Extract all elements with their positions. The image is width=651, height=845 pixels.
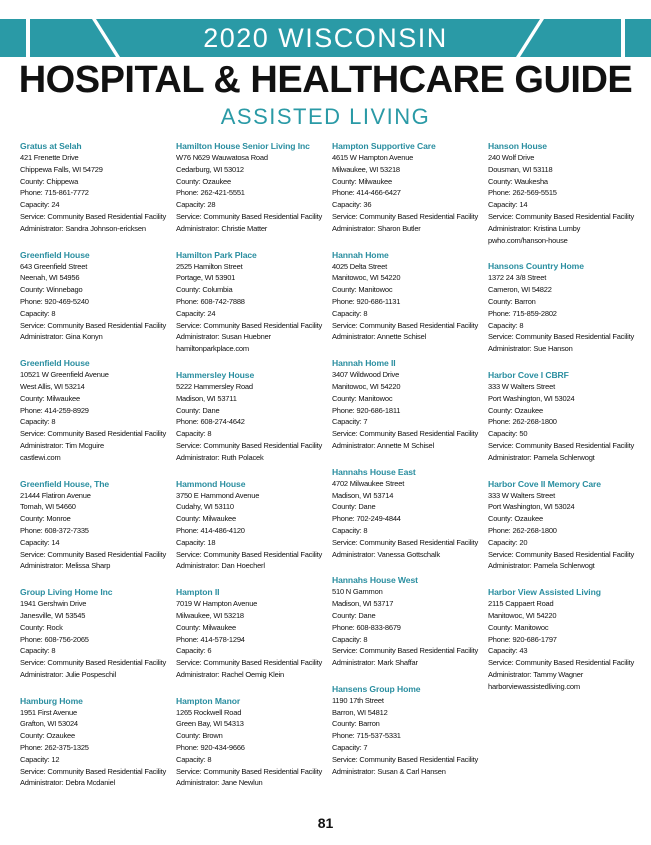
facility-detail-line: Cudahy, WI 53110 — [176, 502, 234, 512]
facility-detail-line: Service: Community Based Residential Facility — [488, 549, 635, 559]
facility-detail-line: Capacity: 8 — [20, 646, 56, 656]
facility-detail-line: 5222 Hammersley Road — [176, 381, 253, 391]
facility-detail-line: County: Manitowoc — [332, 285, 393, 295]
facility-detail-line: Service: Community Based Residential Facility — [332, 754, 479, 764]
facility-detail-line: County: Milwaukee — [176, 514, 236, 524]
facility-detail-line: 10521 W Greenfield Avenue — [20, 370, 109, 380]
facility-detail-line: County: Brown — [176, 731, 223, 741]
facility-detail-line: Phone: 920-686-1131 — [332, 296, 401, 306]
facility-detail-line: Administrator: Susan & Carl Hansen — [332, 766, 446, 776]
facility-name: Hannah Home — [332, 249, 389, 260]
facility-detail-line: Phone: 262-569-5515 — [488, 188, 557, 198]
facility-detail-line: Service: Community Based Residential Facility — [176, 766, 323, 776]
facility-detail-line: Administrator: Kristina Lumby — [488, 223, 581, 233]
facility-name: Hampton II — [176, 587, 220, 598]
facility-detail-line: County: Rock — [20, 622, 63, 632]
facility-detail-line: Capacity: 8 — [20, 417, 56, 427]
facility-detail-line: Dousman, WI 53118 — [488, 164, 553, 174]
facility-detail-line: Administrator: Ruth Polacek — [176, 452, 264, 462]
facility-detail-line: 3407 Wildwood Drive — [332, 370, 400, 380]
facility-detail-line: 3750 E Hammond Avenue — [176, 490, 260, 500]
facility-detail-line: Service: Community Based Residential Facility — [176, 320, 323, 330]
facility-detail-line: Phone: 262-268-1800 — [488, 525, 557, 535]
facility-detail-line: Service: Community Based Residential Facility — [20, 549, 167, 559]
facility-detail-line: Service: Community Based Residential Facility — [488, 658, 635, 668]
facility-detail-line: 643 Greenfield Street — [20, 261, 88, 271]
facility-detail-line: County: Ozaukee — [20, 731, 75, 741]
facility-detail-line: Phone: 262-421-5551 — [176, 188, 245, 198]
facility-detail-line: Administrator: Susan Huebner — [176, 332, 271, 342]
facility-detail-line: Service: Community Based Residential Facility — [20, 658, 167, 668]
facility-detail-line: W76 N629 Wauwatosa Road — [176, 153, 268, 162]
listing-entry — [332, 249, 482, 344]
facility-detail-line: Phone: 414-486-4120 — [176, 525, 245, 535]
facility-detail-line: Cameron, WI 54822 — [488, 285, 552, 295]
facility-detail-line: Cedarburg, WI 53012 — [176, 164, 244, 174]
facility-detail-line: Service: Community Based Residential Facility — [332, 211, 479, 221]
facility-detail-line: Administrator: Annette M Schisel — [332, 440, 434, 450]
facility-detail-line: Service: Community Based Residential Facility — [20, 766, 167, 776]
facility-detail-line: 333 W Walters Street — [488, 490, 555, 500]
facility-name: Hammersley House — [176, 369, 255, 380]
facility-detail-line: County: Ozaukee — [488, 514, 543, 524]
facility-detail-line: 421 Frenette Drive — [20, 153, 79, 162]
facility-detail-line: Administrator: Sharon Butler — [332, 223, 421, 233]
facility-detail-line: Capacity: 8 — [332, 525, 368, 535]
facility-detail-line: Milwaukee, WI 53218 — [332, 164, 400, 174]
facility-detail-line: Capacity: 50 — [488, 429, 528, 439]
facility-detail-line: Phone: 262-268-1800 — [488, 417, 557, 427]
facility-name: Harbor Cove I CBRF — [488, 369, 569, 380]
facility-name: Greenfield House — [20, 358, 90, 369]
facility-name: Hannahs House West — [332, 575, 418, 586]
column-4 — [488, 140, 638, 706]
facility-detail-line: Service: Community Based Residential Facility — [332, 429, 479, 439]
facility-detail-line: County: Milwaukee — [176, 622, 236, 632]
facility-detail-line: 4025 Delta Street — [332, 261, 387, 271]
facility-detail-line: Portage, WI 53901 — [176, 273, 236, 283]
facility-detail-line: Capacity: 8 — [332, 308, 368, 318]
facility-detail-line: County: Columbia — [176, 285, 233, 295]
facility-detail-line: Phone: 920-469-5240 — [20, 296, 89, 306]
facility-name: Hampton Manor — [176, 695, 241, 706]
facility-detail-line: Madison, WI 53714 — [332, 490, 394, 500]
facility-detail-line: 333 W Walters Street — [488, 381, 555, 391]
facility-name: Hansons Country Home — [488, 261, 584, 272]
listing-entry — [176, 695, 326, 790]
facility-detail-line: Administrator: Dan Hoecherl — [176, 561, 265, 571]
facility-detail-line: Phone: 414-259-8929 — [20, 405, 89, 415]
facility-detail-line: Chippewa Falls, WI 54729 — [20, 164, 103, 174]
listing-entry — [488, 140, 638, 246]
facility-detail-line: Administrator: Sue Hanson — [488, 344, 573, 354]
facility-detail-line: County: Monroe — [20, 514, 71, 524]
facility-detail-line: Capacity: 12 — [20, 754, 60, 764]
facility-detail-line: County: Waukesha — [488, 176, 548, 186]
facility-detail-line: Service: Community Based Residential Facility — [488, 332, 635, 342]
page-number: 81 — [317, 815, 334, 831]
facility-name: Hammond House — [176, 478, 246, 489]
facility-detail-line: Service: Community Based Residential Facility — [176, 658, 323, 668]
facility-name: Group Living Home Inc — [20, 587, 113, 598]
facility-detail-line: Barron, WI 54812 — [332, 707, 388, 717]
facility-detail-line: Capacity: 20 — [488, 537, 528, 547]
facility-detail-line: Manitowoc, WI 54220 — [332, 273, 401, 283]
facility-detail-line: Phone: 262-375-1325 — [20, 743, 89, 753]
banner-text: 2020 WISCONSIN — [203, 23, 448, 53]
facility-detail-line: Madison, WI 53711 — [176, 393, 237, 403]
facility-detail-line: County: Milwaukee — [332, 176, 392, 186]
facility-detail-line: Phone: 608-833-8679 — [332, 622, 401, 632]
facility-detail-line: County: Barron — [332, 719, 380, 729]
facility-detail-line: 1941 Gershwin Drive — [20, 599, 87, 609]
facility-detail-line: 1265 Rockwell Road — [176, 707, 242, 717]
facility-detail-line: Administrator: Tim Mcguire — [20, 440, 104, 450]
facility-detail-line: Service: Community Based Residential Facility — [176, 211, 323, 221]
facility-detail-line: Service: Community Based Residential Facility — [488, 440, 635, 450]
facility-detail-line: Phone: 608-742-7888 — [176, 296, 245, 306]
facility-detail-line: Madison, WI 53717 — [332, 599, 394, 609]
facility-website-link[interactable]: harborviewassistedliving.com — [488, 681, 580, 691]
facility-detail-line: 2115 Cappaert Road — [488, 599, 554, 609]
listing-entry — [20, 478, 170, 573]
facility-detail-line: Administrator: Mark Shaffar — [332, 658, 418, 668]
facility-name: Harbor View Assisted Living — [488, 587, 601, 598]
page-title: HOSPITAL & HEALTHCARE GUIDE — [18, 59, 633, 101]
listing-entry — [332, 140, 482, 235]
facility-detail-line: Administrator: Gina Konyn — [20, 332, 103, 342]
facility-detail-line: Administrator: Pamela Schlerwogt — [488, 452, 595, 462]
listing-entry — [20, 357, 170, 463]
facility-detail-line: Administrator: Annette Schisel — [332, 332, 427, 342]
column-1 — [20, 140, 170, 803]
facility-name: Harbor Cove II Memory Care — [488, 478, 601, 489]
facility-detail-line: Phone: 920-686-1811 — [332, 405, 401, 415]
listing-entry — [488, 586, 638, 692]
facility-detail-line: Manitowoc, WI 54220 — [332, 381, 401, 391]
facility-detail-line: Phone: 920-686-1797 — [488, 634, 557, 644]
facility-website-link[interactable]: castlewi.com — [20, 452, 61, 462]
facility-detail-line: Service: Community Based Residential Facility — [176, 549, 323, 559]
facility-detail-line: Capacity: 7 — [332, 743, 368, 753]
facility-detail-line: Capacity: 36 — [332, 200, 372, 210]
title-banner — [0, 19, 651, 57]
column-2 — [176, 140, 326, 803]
facility-detail-line: County: Ozaukee — [176, 176, 231, 186]
facility-detail-line: 21444 Flatiron Avenue — [20, 490, 91, 500]
facility-detail-line: 4615 W Hampton Avenue — [332, 153, 414, 162]
listing-entry — [20, 249, 170, 344]
facility-detail-line: Administrator: Julie Pospeschil — [20, 669, 116, 679]
facility-detail-line: Phone: 715-859-2802 — [488, 308, 557, 318]
facility-detail-line: 4702 Milwaukee Street — [332, 478, 405, 488]
listing-entry — [488, 369, 638, 464]
facility-detail-line: Service: Community Based Residential Facility — [332, 537, 479, 547]
listing-columns — [20, 140, 645, 800]
facility-detail-line: 240 Wolf Drive — [488, 153, 535, 162]
facility-detail-line: Administrator: Sandra Johnson-ericksen — [20, 223, 146, 233]
facility-detail-line: Neenah, WI 54956 — [20, 273, 80, 283]
facility-name: Hannahs House East — [332, 466, 416, 477]
facility-detail-line: Tomah, WI 54660 — [20, 502, 76, 512]
facility-detail-line: Administrator: Pamela Schlerwogt — [488, 561, 595, 571]
facility-detail-line: Administrator: Tammy Wagner — [488, 669, 584, 679]
facility-website-link[interactable]: pwho.com/hanson-house — [488, 235, 568, 245]
facility-detail-line: 2525 Hamilton Street — [176, 261, 243, 271]
listing-entry — [176, 369, 326, 464]
facility-detail-line: Capacity: 28 — [176, 200, 216, 210]
facility-detail-line: 7019 W Hampton Avenue — [176, 599, 258, 609]
facility-detail-line: Service: Community Based Residential Facility — [20, 211, 167, 221]
listing-entry — [488, 478, 638, 573]
listing-entry — [332, 357, 482, 452]
facility-detail-line: County: Milwaukee — [20, 393, 80, 403]
facility-name: Hanson House — [488, 141, 547, 151]
facility-detail-line: Phone: 715-537-5331 — [332, 731, 401, 741]
facility-detail-line: County: Ozaukee — [488, 405, 543, 415]
facility-name: Hampton Supportive Care — [332, 141, 436, 151]
facility-detail-line: County: Manitowoc — [488, 622, 549, 632]
facility-detail-line: County: Manitowoc — [332, 393, 393, 403]
facility-detail-line: Service: Community Based Residential Facility — [20, 320, 167, 330]
facility-detail-line: County: Barron — [488, 296, 536, 306]
facility-detail-line: Phone: 715-861-7772 — [20, 188, 89, 198]
listing-entry — [20, 586, 170, 681]
facility-detail-line: 510 N Gammon — [332, 587, 383, 597]
listing-entry — [20, 140, 170, 235]
listing-entry — [332, 466, 482, 561]
facility-detail-line: Capacity: 18 — [176, 537, 216, 547]
facility-website-link[interactable]: hamiltonparkplace.com — [176, 344, 249, 354]
facility-detail-line: Manitowoc, WI 54220 — [488, 610, 557, 620]
facility-detail-line: Service: Community Based Residential Facility — [176, 440, 323, 450]
facility-name: Hamilton Park Place — [176, 249, 257, 260]
facility-detail-line: Administrator: Debra Mcdaniel — [20, 778, 116, 788]
facility-detail-line: Phone: 608-274-4642 — [176, 417, 245, 427]
facility-detail-line: Capacity: 8 — [176, 754, 212, 764]
facility-name: Gratus at Selah — [20, 141, 82, 151]
facility-name: Greenfield House, The — [20, 478, 110, 489]
facility-detail-line: Service: Community Based Residential Facility — [488, 211, 635, 221]
facility-detail-line: Administrator: Jane Newlun — [176, 778, 263, 788]
facility-detail-line: Administrator: Melissa Sharp — [20, 561, 111, 571]
facility-detail-line: County: Dane — [332, 502, 376, 512]
facility-detail-line: Phone: 608-372-7335 — [20, 525, 89, 535]
facility-detail-line: County: Chippewa — [20, 176, 79, 186]
facility-detail-line: Green Bay, WI 54313 — [176, 719, 244, 729]
facility-detail-line: Service: Community Based Residential Facility — [332, 320, 479, 330]
facility-detail-line: Phone: 414-578-1294 — [176, 634, 245, 644]
facility-detail-line: County: Dane — [332, 610, 376, 620]
listing-entry — [176, 249, 326, 355]
facility-detail-line: Capacity: 6 — [176, 646, 212, 656]
facility-detail-line: Capacity: 24 — [176, 308, 216, 318]
facility-detail-line: Capacity: 7 — [332, 417, 368, 427]
column-3 — [332, 140, 482, 791]
facility-detail-line: West Allis, WI 53214 — [20, 381, 85, 391]
facility-detail-line: Capacity: 14 — [488, 200, 528, 210]
listing-entry — [176, 586, 326, 681]
facility-name: Hamilton House Senior Living Inc — [176, 141, 310, 151]
facility-detail-line: Phone: 702-249-4844 — [332, 514, 401, 524]
facility-detail-line: Capacity: 8 — [488, 320, 524, 330]
facility-detail-line: County: Dane — [176, 405, 220, 415]
facility-detail-line: County: Winnebago — [20, 285, 83, 295]
facility-detail-line: Phone: 414-466-6427 — [332, 188, 401, 198]
facility-name: Hansens Group Home — [332, 683, 421, 694]
listing-entry — [332, 683, 482, 778]
facility-detail-line: Service: Community Based Residential Facility — [20, 429, 167, 439]
facility-name: Hamburg Home — [20, 695, 83, 706]
facility-detail-line: Administrator: Vanessa Gottschalk — [332, 549, 440, 559]
facility-detail-line: Service: Community Based Residential Facility — [332, 646, 479, 656]
facility-detail-line: Administrator: Rachel Oemig Klein — [176, 669, 285, 679]
listing-entry — [20, 695, 170, 790]
facility-detail-line: Janesville, WI 53545 — [20, 610, 86, 620]
facility-name: Greenfield House — [20, 249, 90, 260]
facility-detail-line: Capacity: 8 — [176, 429, 212, 439]
facility-detail-line: Capacity: 24 — [20, 200, 60, 210]
facility-detail-line: 1372 24 3/8 Street — [488, 273, 547, 283]
listing-entry — [488, 260, 638, 355]
facility-detail-line: Port Washington, WI 53024 — [488, 393, 575, 403]
facility-detail-line: Phone: 920-434-9666 — [176, 743, 245, 753]
facility-detail-line: Capacity: 43 — [488, 646, 528, 656]
facility-detail-line: Grafton, WI 53024 — [20, 719, 78, 729]
facility-detail-line: 1190 17th Street — [332, 695, 384, 705]
listing-entry — [176, 478, 326, 573]
listing-entry — [332, 574, 482, 669]
facility-detail-line: 1951 First Avenue — [20, 707, 77, 717]
facility-detail-line: Administrator: Christie Matter — [176, 223, 268, 233]
facility-detail-line: Capacity: 8 — [332, 634, 368, 644]
facility-detail-line: Milwaukee, WI 53218 — [176, 610, 244, 620]
facility-detail-line: Port Washington, WI 53024 — [488, 502, 575, 512]
facility-name: Hannah Home II — [332, 358, 396, 369]
facility-detail-line: Capacity: 8 — [20, 308, 56, 318]
facility-detail-line: Phone: 608-756-2065 — [20, 634, 89, 644]
facility-detail-line: Capacity: 14 — [20, 537, 60, 547]
section-subtitle: ASSISTED LIVING — [220, 104, 431, 129]
listing-entry — [176, 140, 326, 235]
